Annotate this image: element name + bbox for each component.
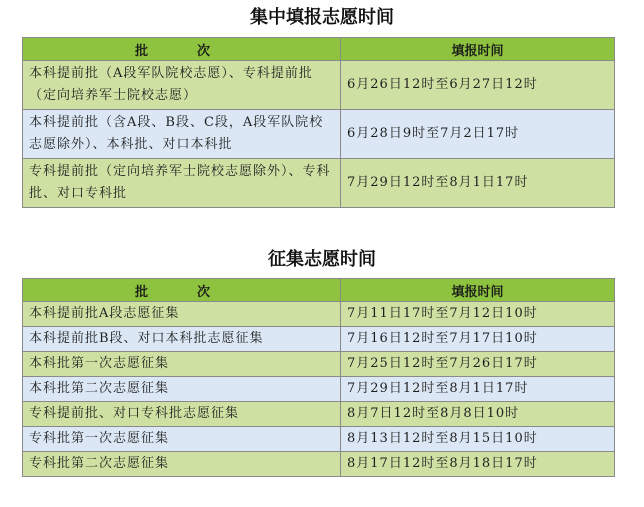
batch-cell: 专科提前批（定向培养军士院校志愿除外）、专科批、对口专科批	[23, 159, 341, 208]
time-column-header: 填报时间	[341, 279, 615, 302]
batch-cell: 本科批第一次志愿征集	[23, 352, 341, 377]
batch-cell: 本科提前批（A段军队院校志愿）、专科提前批（定向培养军士院校志愿）	[23, 61, 341, 110]
centralized-filing-title: 集中填报志愿时间	[250, 7, 394, 28]
table-header-row	[23, 279, 615, 302]
table-row	[23, 377, 615, 402]
table-row	[23, 427, 615, 452]
table-row	[23, 452, 615, 477]
batch-cell: 本科提前批B段、对口本科批志愿征集	[23, 327, 341, 352]
table-row	[23, 159, 615, 208]
table-row	[23, 302, 615, 327]
time-cell: 8月17日12时至8月18日17时	[341, 452, 615, 477]
supplementary-filing-table	[22, 278, 615, 477]
table-row	[23, 352, 615, 377]
time-cell: 8月13日12时至8月15日10时	[341, 427, 615, 452]
time-cell: 7月29日12时至8月1日17时	[341, 159, 615, 208]
supplementary-filing-title: 征集志愿时间	[268, 249, 376, 270]
table-row	[23, 61, 615, 110]
centralized-filing-table	[22, 37, 615, 208]
table-row	[23, 110, 615, 159]
time-cell: 6月28日9时至7月2日17时	[341, 110, 615, 159]
batch-cell: 专科提前批、对口专科批志愿征集	[23, 402, 341, 427]
time-cell: 7月16日12时至7月17日10时	[341, 327, 615, 352]
table-row	[23, 327, 615, 352]
batch-cell: 专科批第二次志愿征集	[23, 452, 341, 477]
batch-column-header: 批 次	[23, 38, 341, 61]
time-cell: 7月11日17时至7月12日10时	[341, 302, 615, 327]
batch-cell: 本科批第二次志愿征集	[23, 377, 341, 402]
time-cell: 8月7日12时至8月8日10时	[341, 402, 615, 427]
batch-cell: 专科批第一次志愿征集	[23, 427, 341, 452]
time-cell: 7月29日12时至8月1日17时	[341, 377, 615, 402]
time-cell: 6月26日12时至6月27日12时	[341, 61, 615, 110]
table-row	[23, 402, 615, 427]
table-header-row	[23, 38, 615, 61]
time-column-header: 填报时间	[341, 38, 615, 61]
batch-cell: 本科提前批A段志愿征集	[23, 302, 341, 327]
batch-column-header: 批 次	[23, 279, 341, 302]
time-cell: 7月25日12时至7月26日17时	[341, 352, 615, 377]
batch-cell: 本科提前批（含A段、B段、C段，A段军队院校志愿除外）、本科批、对口本科批	[23, 110, 341, 159]
